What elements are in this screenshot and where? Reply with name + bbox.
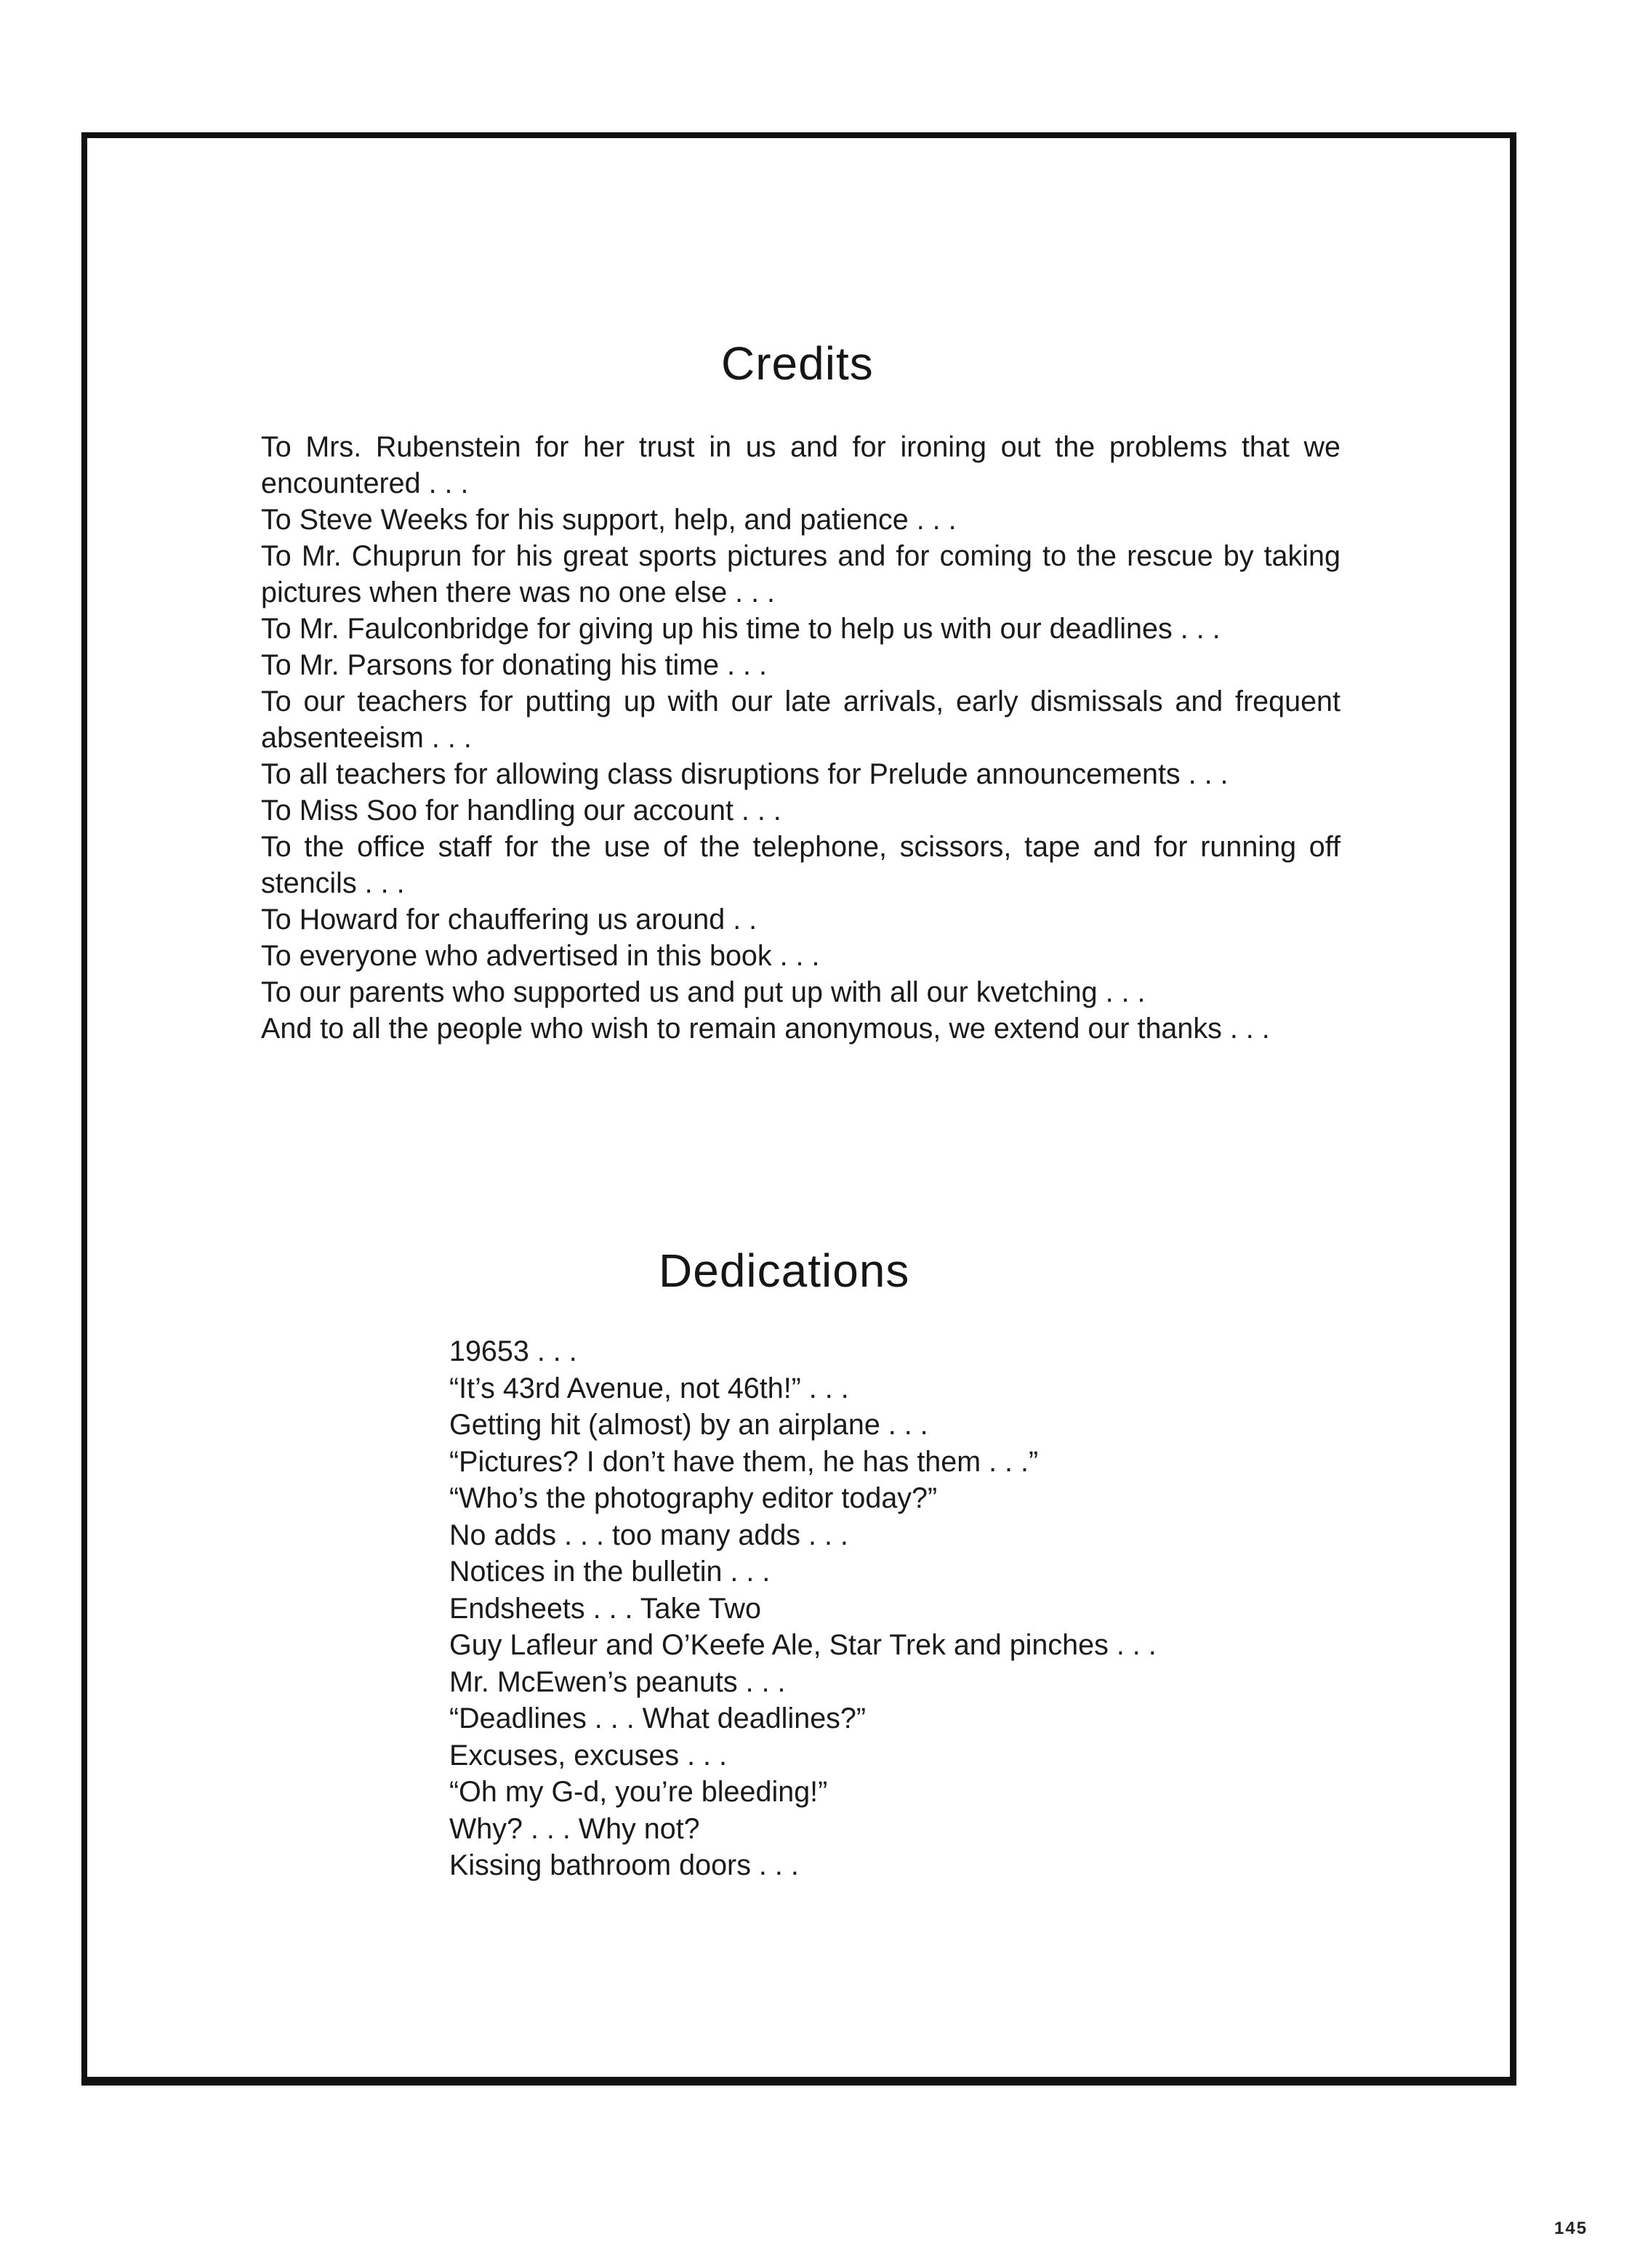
dedication-item: “It’s 43rd Avenue, not 46th!” . . . xyxy=(449,1372,849,1404)
dedication-item: Kissing bathroom doors . . . xyxy=(449,1849,799,1881)
dedication-item: Mr. McEwen’s peanuts . . . xyxy=(449,1665,786,1698)
credits-item: To all teachers for allowing class disruptions for Prelude announcements . . . xyxy=(261,758,1229,790)
credits-item: To Mrs. Rubenstein for her trust in us and for ironing out the problems that we encountered . . . xyxy=(261,431,1340,499)
credits-item: To Mr. Parsons for donating his time . . . xyxy=(261,649,767,681)
dedication-item: Why? . . . Why not? xyxy=(449,1812,700,1845)
credits-item: And to all the people who wish to remain anonymous, we extend our thanks . . . xyxy=(261,1013,1270,1045)
credits-item: To the office staff for the use of the telephone, scissors, tape and for running off stencils . . . xyxy=(261,831,1340,899)
dedication-item: Excuses, excuses . . . xyxy=(449,1739,727,1772)
credits-item: To Mr. Chuprun for his great sports pictures and for coming to the rescue by taking pictures when there was no one else . . . xyxy=(261,540,1340,608)
dedication-item: Notices in the bulletin . . . xyxy=(449,1556,771,1588)
dedication-item: “Pictures? I don’t have them, he has them . . .” xyxy=(449,1445,1039,1478)
dedication-item: Guy Lafleur and O’Keefe Ale, Star Trek and pinches . . . xyxy=(449,1629,1157,1661)
dedications-heading: Dedications xyxy=(659,1244,910,1297)
dedication-item: “Who’s the photography editor today?” xyxy=(449,1482,938,1514)
credits-item: To Steve Weeks for his support, help, and patience . . . xyxy=(261,504,957,536)
credits-item: To our parents who supported us and put up with all our kvetching . . . xyxy=(261,976,1146,1008)
page-number: 145 xyxy=(1554,2219,1588,2238)
dedication-item: Getting hit (almost) by an airplane . . . xyxy=(449,1409,928,1441)
credits-list xyxy=(261,429,1340,1047)
credits-item: To Howard for chauffering us around . . xyxy=(261,904,757,936)
credits-item: To Mr. Faulconbridge for giving up his time to help us with our deadlines . . . xyxy=(261,613,1221,645)
credits-heading: Credits xyxy=(721,337,874,390)
dedication-item: Endsheets . . . Take Two xyxy=(449,1592,761,1625)
dedication-item: No adds . . . too many adds . . . xyxy=(449,1519,848,1551)
dedication-item: 19653 . . . xyxy=(449,1335,577,1367)
dedication-item: “Oh my G-d, you’re bleeding!” xyxy=(449,1776,828,1808)
credits-item: To Miss Soo for handling our account . . . xyxy=(261,795,781,827)
dedications-list xyxy=(449,1333,1322,1884)
credits-item: To our teachers for putting up with our late arrivals, early dismissals and frequent absenteeism . . . xyxy=(261,685,1340,754)
dedication-item: “Deadlines . . . What deadlines?” xyxy=(449,1702,867,1734)
credits-item: To everyone who advertised in this book . . . xyxy=(261,940,820,972)
